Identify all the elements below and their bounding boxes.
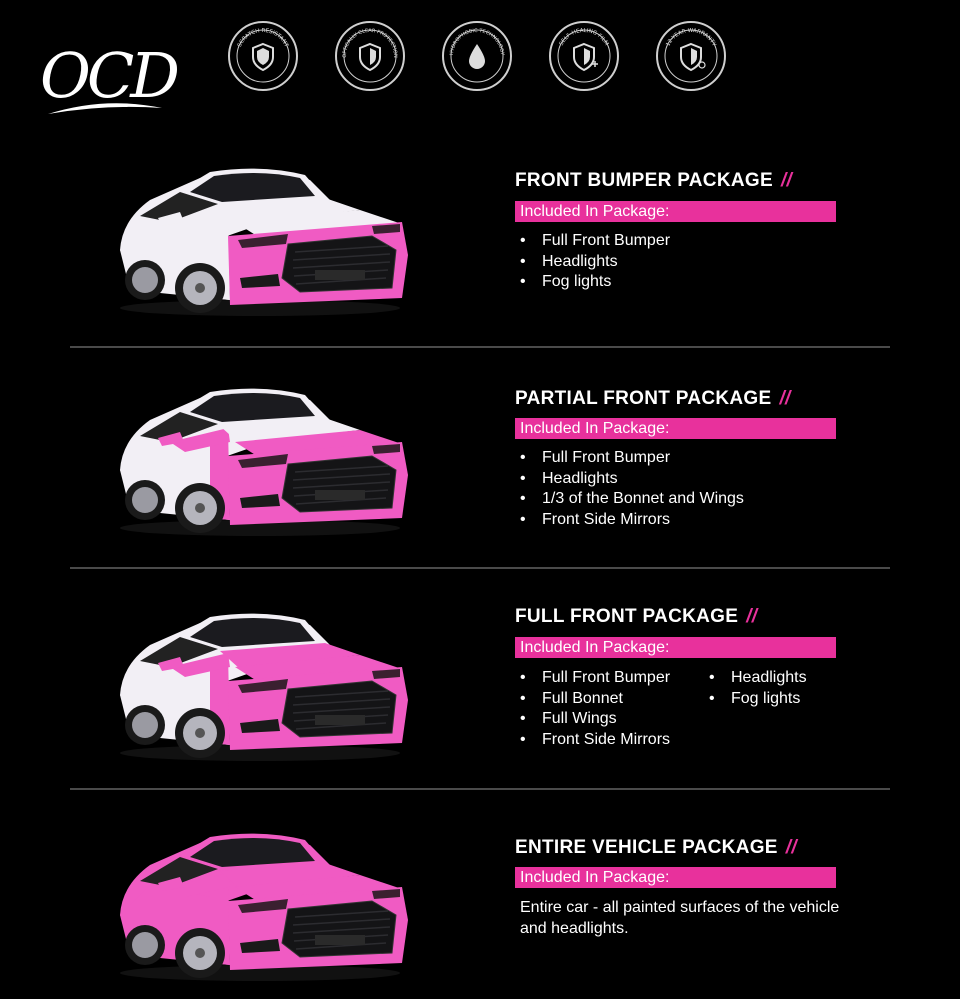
package-items-col2 bbox=[709, 668, 807, 709]
title-slashes: // bbox=[780, 170, 793, 191]
list-item: • 1/3 of the Bonnet and Wings bbox=[520, 489, 744, 510]
title-slashes: // bbox=[746, 606, 758, 627]
shield-icon bbox=[253, 44, 273, 70]
badge-optically-clear bbox=[334, 20, 406, 92]
package-description: Entire car - all painted surfaces of the vehicle and headlights. bbox=[520, 899, 840, 937]
badge-label: 12-YEAR WARRANTY bbox=[665, 27, 717, 48]
list-item: • Fog lights bbox=[709, 689, 807, 710]
badge-self-healing bbox=[548, 20, 620, 92]
package-title: FRONT BUMPER PACKAGE // bbox=[515, 170, 793, 191]
list-item: • Front Side Mirrors bbox=[520, 730, 670, 751]
shield-clock-icon bbox=[681, 44, 705, 70]
divider bbox=[70, 788, 890, 790]
included-label: Included In Package: bbox=[515, 637, 836, 658]
package-title: FULL FRONT PACKAGE // bbox=[515, 606, 758, 627]
package-title: PARTIAL FRONT PACKAGE // bbox=[515, 388, 791, 409]
package-items-col1 bbox=[520, 668, 670, 750]
badge-label: SCRATCH RESISTANT bbox=[236, 27, 290, 49]
list-item: • Front Side Mirrors bbox=[520, 510, 744, 531]
logo-text: OCD bbox=[40, 39, 176, 112]
list-item: • Full Bonnet bbox=[520, 689, 670, 710]
car-image bbox=[110, 380, 410, 540]
list-item: • Full Front Bumper bbox=[520, 448, 744, 469]
car-image bbox=[110, 605, 410, 765]
svg-text:SCRATCH RESISTANT bbox=[237, 28, 289, 49]
list-item: • Full Front Bumper bbox=[520, 668, 670, 689]
shield-half-icon bbox=[360, 44, 380, 70]
package-items bbox=[520, 448, 744, 530]
title-slashes: // bbox=[779, 388, 791, 409]
divider bbox=[70, 346, 890, 348]
badge-label: OPTICALLY CLEAR PROTECTION bbox=[341, 27, 399, 58]
badge-label: SELF-HEALING FILM bbox=[558, 27, 610, 47]
list-item: • Fog lights bbox=[520, 272, 670, 293]
list-item: • Full Wings bbox=[520, 709, 670, 730]
list-item: • Full Front Bumper bbox=[520, 231, 670, 252]
package-items bbox=[520, 231, 670, 293]
car-image bbox=[110, 825, 410, 985]
car-image bbox=[110, 160, 410, 320]
package-title: ENTIRE VEHICLE PACKAGE // bbox=[515, 837, 797, 858]
badge-scratch-resistant bbox=[227, 20, 299, 92]
list-item: • Headlights bbox=[520, 252, 670, 273]
badge-label: HYDROPHOBIC TECHNOLOGY bbox=[448, 27, 506, 56]
included-label: Included In Package: bbox=[515, 418, 836, 439]
list-item: • Headlights bbox=[520, 469, 744, 490]
logo-swoosh bbox=[40, 34, 176, 124]
included-label: Included In Package: bbox=[515, 201, 836, 222]
shield-plus-icon bbox=[574, 44, 598, 70]
title-slashes: // bbox=[785, 837, 797, 858]
list-item: • Headlights bbox=[709, 668, 807, 689]
badge-warranty bbox=[655, 20, 727, 92]
feature-badges bbox=[227, 20, 727, 92]
water-drop-icon bbox=[469, 44, 485, 69]
included-label: Included In Package: bbox=[515, 867, 836, 888]
brand-logo bbox=[40, 34, 176, 124]
divider bbox=[70, 567, 890, 569]
badge-hydrophobic bbox=[441, 20, 513, 92]
